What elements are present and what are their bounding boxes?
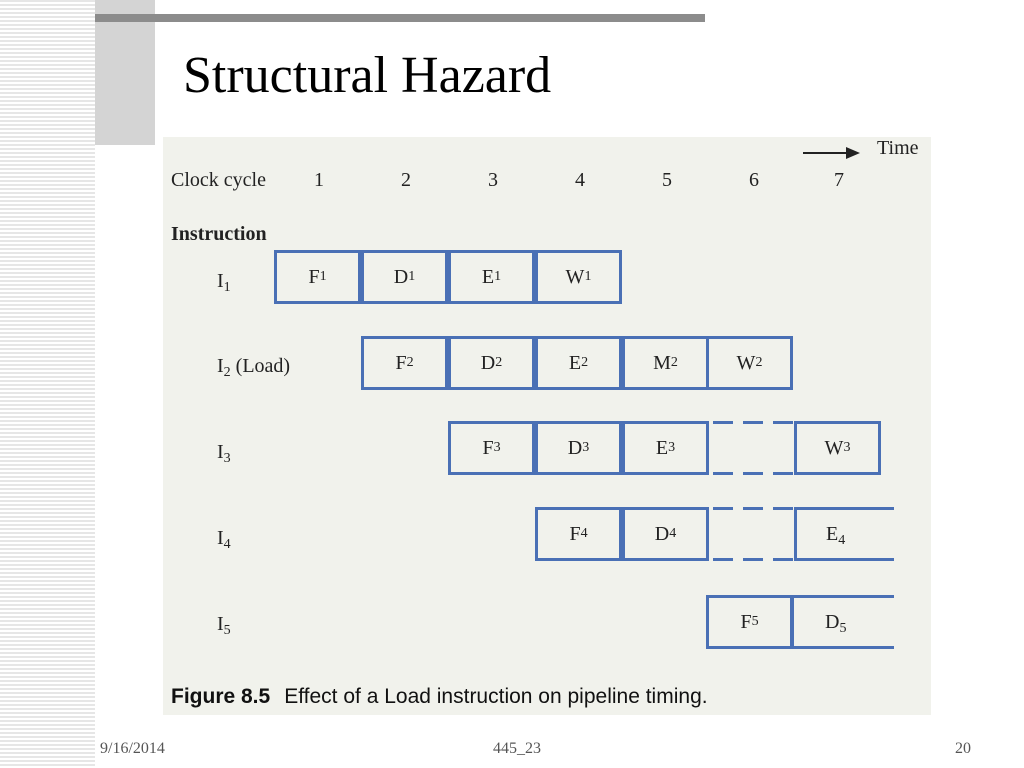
stage-cell: D 2 (448, 336, 535, 390)
row-label-i1: $I_1$ (217, 270, 231, 295)
stall-dash (773, 421, 793, 424)
stage-cell: W 1 (535, 250, 622, 304)
footer-page-number: 20 (955, 740, 971, 757)
stage-cell: F 2 (361, 336, 448, 390)
stage-cell: W 2 (706, 336, 793, 390)
time-arrow-icon (846, 147, 860, 159)
footer-center: 445_23 (493, 740, 541, 757)
stage-cell: E 1 (448, 250, 535, 304)
stage-cell: D 3 (535, 421, 622, 475)
stage-cell: F 1 (274, 250, 361, 304)
time-label: Time (877, 137, 919, 159)
stall-dash (743, 421, 763, 424)
stage-cell-label: $E_4$ (826, 523, 846, 548)
stall-dash (743, 472, 763, 475)
footer-date: 9/16/2014 (100, 740, 165, 757)
stage-cell: F 4 (535, 507, 622, 561)
row-label-i4: $I_4$ (217, 527, 231, 552)
instruction-header: Instruction (171, 223, 267, 245)
cycle-number: 2 (401, 169, 411, 191)
stage-cell: M 2 (622, 336, 709, 390)
stall-dash (713, 507, 733, 510)
cycle-number: 5 (662, 169, 672, 191)
cycle-number: 7 (834, 169, 844, 191)
stall-dash (713, 472, 733, 475)
cycle-number: 3 (488, 169, 498, 191)
clock-cycle-label: Clock cycle (171, 169, 266, 191)
stall-dash (743, 507, 763, 510)
time-arrow-line (803, 152, 848, 154)
stall-dash (773, 558, 793, 561)
stage-cell: F 5 (706, 595, 793, 649)
row-label-i3: $I_3$ (217, 441, 231, 466)
pipeline-figure (163, 137, 931, 715)
stage-cell: F 3 (448, 421, 535, 475)
slide-title: Structural Hazard (183, 47, 552, 104)
stage-cell: D 4 (622, 507, 709, 561)
stall-dash (773, 472, 793, 475)
row-label-i2: $I_2$ (Load) (217, 355, 291, 380)
row-label-i5: $I_5$ (217, 613, 231, 638)
stage-cell: W 3 (794, 421, 881, 475)
stage-cell: D 1 (361, 250, 448, 304)
cycle-number: 6 (749, 169, 759, 191)
stall-dash (713, 558, 733, 561)
stage-cell: E 2 (535, 336, 622, 390)
cycle-number: 4 (575, 169, 585, 191)
stall-dash (713, 421, 733, 424)
cycle-number: 1 (314, 169, 324, 191)
decorative-stripes (0, 0, 95, 768)
figure-caption: Figure 8.5 Effect of a Load instruction on pipeline timing. (171, 685, 708, 708)
title-bar-line (95, 14, 705, 22)
stall-dash (773, 507, 793, 510)
stage-cell: E 3 (622, 421, 709, 475)
stall-dash (743, 558, 763, 561)
stage-cell-label: $D_5$ (825, 611, 847, 636)
